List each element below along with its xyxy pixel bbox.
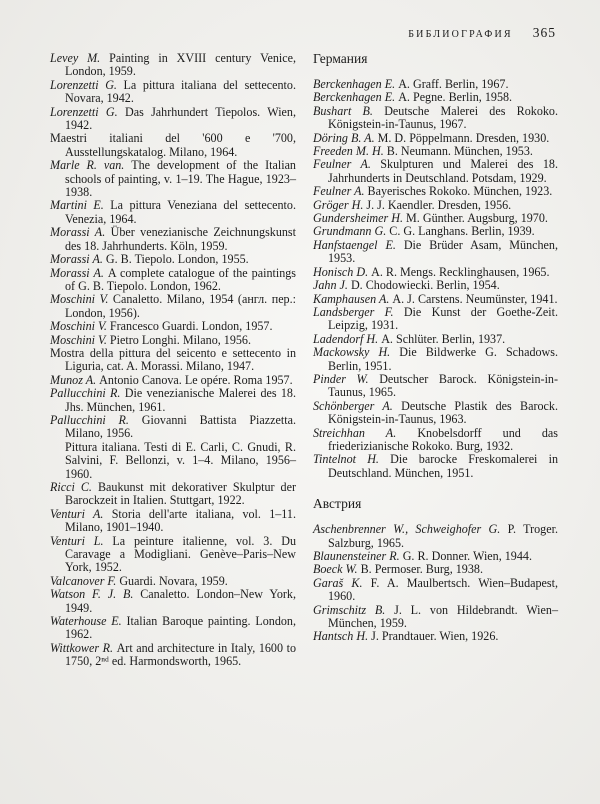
entry-author: Gröger H. <box>313 197 367 212</box>
bibliography-entry: Pinder W. Deutscher Barock. Königstein-in-Taunus, 1965. <box>313 371 559 400</box>
entry-author: Munoz A. <box>50 372 100 387</box>
entry-author: Ricci C. <box>50 480 98 494</box>
bibliography-entry: Boeck W. B. Permoser. Burg, 1938. <box>313 562 483 577</box>
bibliography-entry: Marle R. van. The development of the Italian schools of painting, v. 1–19. The Hague, 1923–1938. <box>50 158 296 200</box>
bibliography-entry: Valcanover F. Guardi. Novara, 1959. <box>50 573 228 588</box>
bibliography-entry: Jahn J. D. Chodowiecki. Berlin, 1954. <box>313 278 500 293</box>
bibliography-entry: Blaunensteiner R. G. R. Donner. Wien, 1944. <box>313 549 532 563</box>
entry-author: Streichhan A. <box>313 425 418 440</box>
section-heading-austria: Австрия <box>313 496 362 512</box>
bibliography-entry: Venturi L. La peinture italienne, vol. 3. Du Caravage a Modigliani. Genève–Paris–New York, 1952. <box>50 533 296 575</box>
bibliography-entry: Gundersheimer H. M. Günther. Augsburg, 1970. <box>313 211 548 226</box>
entry-author: Berckenhagen E. <box>313 77 399 91</box>
bibliography-entry: Martini E. La pittura Veneziana del settecento. Venezia, 1964. <box>50 198 296 226</box>
entry-author: Boeck W. <box>313 562 361 577</box>
bibliography-entry: Honisch D. A. R. Mengs. Recklinghausen, 1965. <box>313 264 550 279</box>
entry-author: Lorenzetti G. <box>50 77 124 92</box>
entry-author: Moschini V. <box>50 292 113 307</box>
bibliography-entry: Pallucchini R. Giovanni Battista Piazzetta. Milano, 1956. <box>50 412 296 441</box>
bibliography-entry: Moschini V. Francesco Guardi. London, 1957. <box>50 319 273 334</box>
bibliography-entry: Lorenzetti G. Das Jahrhundert Tiepolos. Wien, 1942. <box>50 104 296 133</box>
section-heading-germany: Германия <box>313 51 368 66</box>
entry-author: Hantsch H. <box>313 629 372 644</box>
entry-author: Kamphausen A. <box>313 291 393 306</box>
entry-author: Honisch D. <box>313 264 372 279</box>
bibliography-entry: Lorenzetti G. La pittura italiana del settecento. Novara, 1942. <box>50 77 296 106</box>
entry-author: Grimschitz B. <box>313 602 395 617</box>
entry-author: Grundmann G. <box>313 224 390 239</box>
bibliography-entry: Maestri italiani del '600 e '700, Ausstellungskatalog. Milano, 1964. <box>50 131 296 159</box>
bibliography-entry: Freeden M. H. B. Neumann. München, 1953. <box>313 144 533 159</box>
entry-author: Venturi L. <box>50 533 113 548</box>
bibliography-entry: Pittura italiana. Testi di E. Carli, C. Gnudi, R. Salvini, F. Bellonzi, v. 1–4. Milano, 1956–1960. <box>65 439 296 481</box>
bibliography-entry: Ladendorf H. A. Schlüter. Berlin, 1937. <box>313 331 506 346</box>
bibliography-entry: Grundmann G. C. G. Langhans. Berlin, 1939. <box>313 224 535 239</box>
bibliography-entry: Landsberger F. Die Kunst der Goethe-Zeit. Leipzig, 1931. <box>313 304 558 333</box>
bibliography-entry: Watson F. J. B. Canaletto. London–New York, 1949. <box>50 587 297 615</box>
bibliography-entry: Gröger H. J. J. Kaendler. Dresden, 1956. <box>313 197 512 212</box>
entry-author: Berckenhagen E. <box>313 90 399 105</box>
entry-author: Venturi A. <box>50 506 112 521</box>
page-number: 365 <box>532 25 556 40</box>
entry-author: Hanfstaengel E. <box>313 237 404 252</box>
entry-author: Aschenbrenner W., Schweighofer G. <box>313 522 508 537</box>
bibliography-entry: Munoz A. Antonio Canova. Le opére. Roma 1957. <box>50 372 293 387</box>
entry-author: Martini E. <box>50 198 111 213</box>
section-austria-entries <box>313 523 558 644</box>
entry-author: Valcanover F. <box>50 573 120 588</box>
entry-author: Waterhouse E. <box>50 614 127 629</box>
entry-author: Morassi A. <box>50 252 106 267</box>
entry-author: Schönberger A. <box>313 398 402 413</box>
bibliography-entry: Garaš K. F. A. Maulbertsch. Wien–Budapest, 1960. <box>313 575 558 604</box>
entry-author: Morassi A. <box>50 225 111 240</box>
entry-author: Wittkower R. <box>50 640 117 655</box>
entry-author: Freeden M. H. <box>313 144 387 159</box>
entry-author: Pallucchini R. <box>50 412 142 427</box>
entry-author: Landsberger F. <box>313 304 404 319</box>
bibliography-entry: Venturi A. Storia dell'arte italiana, vol. 1–11. Milano, 1901–1940. <box>50 506 296 535</box>
bibliography-entry: Levey M. Painting in XVIII century Venice, London, 1959. <box>50 51 297 79</box>
bibliography-entry: Morassi A. Über venezianische Zeichnungskunst des 18. Jahrhunderts. Köln, 1959. <box>50 225 296 253</box>
section-germany-entries <box>313 78 558 480</box>
entry-author: Lorenzetti G. <box>50 104 125 119</box>
entry-author: Moschini V. <box>50 332 110 347</box>
bibliography-entry: Hanfstaengel E. Die Brüder Asam, München, 1953. <box>313 237 558 266</box>
bibliography-entry: Döring B. A. M. D. Pöppelmann. Dresden, 1930. <box>313 130 550 145</box>
entry-author: Ladendorf H. <box>313 331 382 346</box>
entry-author: Tintelnot H. <box>313 452 391 467</box>
bibliography-entry: Kamphausen A. A. J. Carstens. Neumünster, 1941. <box>313 291 558 306</box>
entry-author: Gundersheimer H. <box>313 211 407 226</box>
bibliography-entry: Wittkower R. Art and architecture in Italy, 1600 to 1750, 2ⁿᵈ ed. Harmondsworth, 1965. <box>50 640 296 669</box>
entry-author: Levey M. <box>50 51 110 65</box>
bibliography-entry: Streichhan A. Knobelsdorff und das friederizianische Rokoko. Burg, 1932. <box>313 425 559 453</box>
entry-author: Moschini V. <box>50 319 110 334</box>
bibliography-entry: Pallucchini R. Die venezianische Malerei des 18. Jhs. München, 1961. <box>50 386 296 414</box>
bibliography-entry: Moschini V. Pietro Longhi. Milano, 1956. <box>50 332 252 347</box>
bibliography-entry: Bushart B. Deutsche Malerei des Rokoko. Königstein-in-Taunus, 1967. <box>313 103 558 132</box>
bibliography-entry: Feulner A. Skulpturen und Malerei des 18. Jahrhunderts in Deutschland. Potsdam, 1929. <box>313 157 558 185</box>
entry-author: Bushart B. <box>313 103 385 118</box>
entry-author: Marle R. van. <box>50 158 132 173</box>
entry-author: Feulner A. <box>313 184 368 199</box>
bibliography-entry: Morassi A. G. B. Tiepolo. London, 1955. <box>50 252 249 267</box>
entry-author: Döring B. A. <box>313 130 378 145</box>
bibliography-entry: Schönberger A. Deutsche Plastik des Barock. Königstein-in-Taunus, 1963. <box>313 398 558 427</box>
bibliography-entry: Aschenbrenner W., Schweighofer G. P. Troger. Salzburg, 1965. <box>313 522 558 550</box>
entry-author: Blaunensteiner R. <box>313 549 403 563</box>
bibliography-entry: Mostra della pittura del seicento e settecento in Liguria, cat. A. Morassi. Milano, 1947. <box>50 345 296 374</box>
bibliography-entry: Berckenhagen E. A. Graff. Berlin, 1967. <box>313 77 509 91</box>
bibliography-entry: Moschini V. Canaletto. Milano, 1954 (англ. пер.: London, 1956). <box>50 292 296 320</box>
left-column <box>50 52 296 669</box>
entry-author: Garaš K. <box>313 575 371 590</box>
entry-author: Mackowsky H. <box>313 345 400 360</box>
right-column <box>313 52 558 644</box>
bibliography-entry: Hantsch H. J. Prandtauer. Wien, 1926. <box>313 629 499 644</box>
entry-author: Pinder W. <box>313 371 380 386</box>
bibliography-entry: Berckenhagen E. A. Pegne. Berlin, 1958. <box>313 90 513 105</box>
entry-author: Morassi A. <box>50 265 108 280</box>
bibliography-entry: Tintelnot H. Die barocke Freskomalerei in Deutschland. München, 1951. <box>313 452 559 480</box>
entry-author: Pallucchini R. <box>50 386 125 401</box>
bibliography-entry: Waterhouse E. Italian Baroque painting. London, 1962. <box>50 614 297 642</box>
bibliography-entry: Morassi A. A complete catalogue of the paintings of G. B. Tiepolo. London, 1962. <box>50 265 297 293</box>
bibliography-entry: Feulner A. Bayerisches Rokoko. München, 1923. <box>313 184 553 199</box>
bibliography-entry: Mackowsky H. Die Bildwerke G. Schadows. Berlin, 1951. <box>313 345 559 373</box>
page-header <box>408 24 556 42</box>
entry-author: Watson F. J. B. <box>50 587 141 602</box>
entry-author: Jahn J. <box>313 278 351 293</box>
bibliography-entry: Ricci C. Baukunst mit dekorativer Skulptur der Barockzeit in Italien. Stuttgart, 1922. <box>50 480 297 508</box>
bibliography-entry: Grimschitz B. J. L. von Hildebrandt. Wien–München, 1959. <box>313 602 558 631</box>
entry-author: Feulner A. <box>313 157 381 172</box>
running-title: БИБЛИОГРАФИЯ <box>408 29 513 40</box>
